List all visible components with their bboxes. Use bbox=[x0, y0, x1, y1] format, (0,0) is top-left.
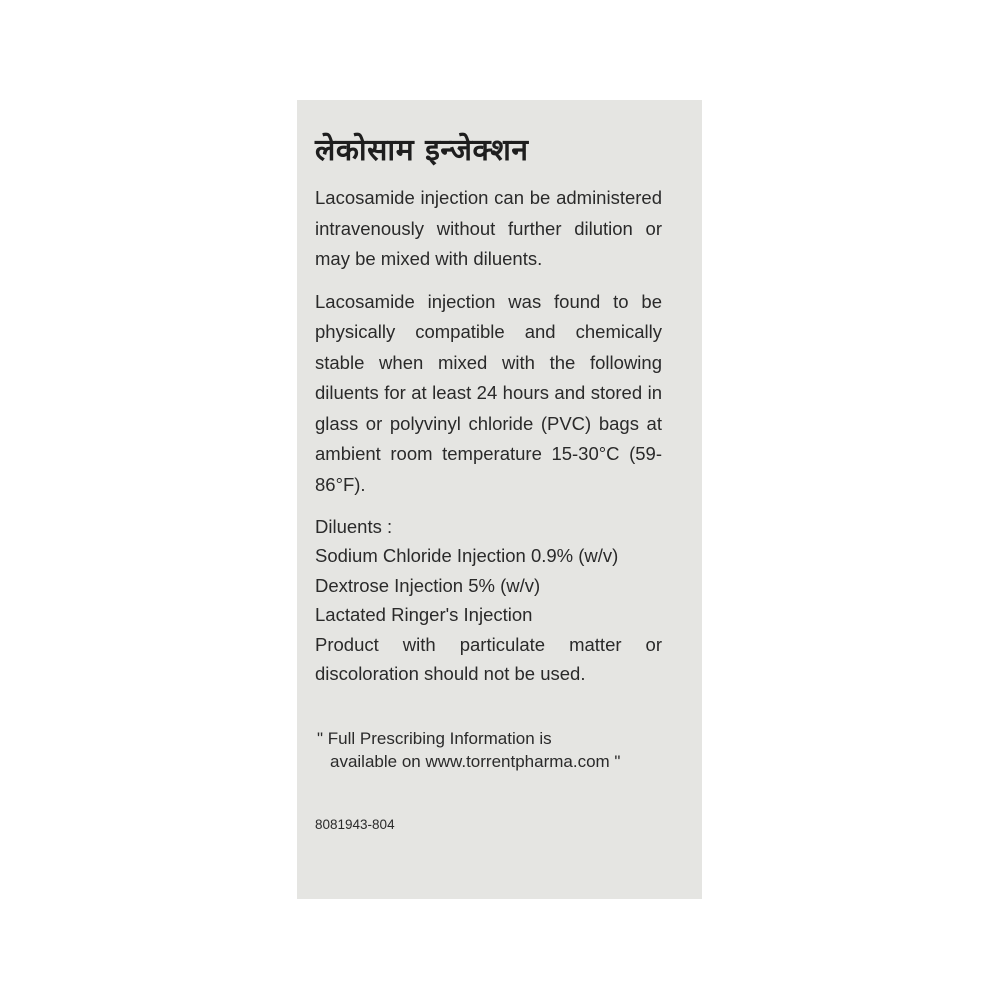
prescribing-info-note bbox=[315, 727, 662, 773]
diluent-item: Dextrose Injection 5% (w/v) bbox=[315, 574, 541, 596]
administration-paragraph: Lacosamide injection can be administered intravenously without further dilution or may be mixed with diluents. bbox=[315, 187, 662, 269]
diluent-item: Lactated Ringer's Injection bbox=[315, 604, 533, 625]
compatibility-paragraph: Lacosamide injection was found to be physically compatible and chemically stable when mixed with the following diluents for at least 24 hours and stored in glass or polyvinyl chloride (PVC) bags at ambient room temperature 15-30°C (59-86°F). bbox=[315, 290, 662, 495]
product-warning: Product with particulate matter or discoloration should not be used. bbox=[315, 633, 662, 684]
product-code: 8081943-804 bbox=[315, 816, 395, 832]
diluents-list bbox=[315, 541, 662, 630]
prescribing-info-line-2: available on www.torrentpharma.com " bbox=[330, 751, 621, 771]
diluents-heading: Diluents : bbox=[315, 516, 393, 537]
prescribing-info-line-1: " Full Prescribing Information is bbox=[317, 728, 552, 748]
package-insert-panel bbox=[297, 100, 702, 899]
diluent-item: Sodium Chloride Injection 0.9% (w/v) bbox=[315, 545, 619, 566]
product-title: लेकोसाम इन्जेक्शन bbox=[315, 133, 529, 168]
